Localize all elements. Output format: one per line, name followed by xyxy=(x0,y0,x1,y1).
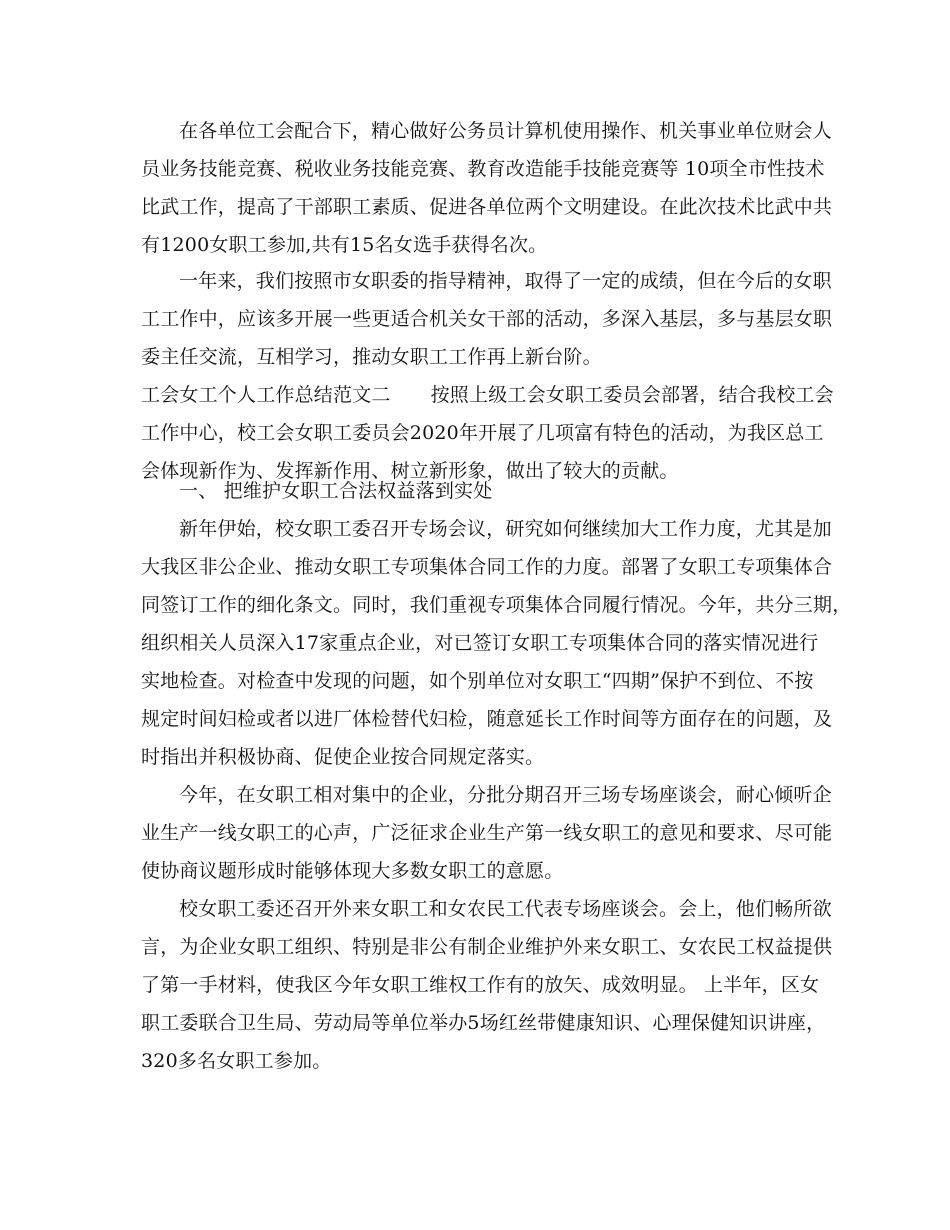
text-line: 校女职工委还召开外来女职工和女农民工代表专场座谈会。会上，他们畅所欲 xyxy=(179,898,832,920)
text-line: 新年伊始，校女职工委召开专场会议，研究如何继续加大工作力度，尤其是加 xyxy=(179,518,832,540)
text-line: 言，为企业女职工组织、特别是非公有制企业维护外来女职工、女农民工权益提供 xyxy=(141,936,833,958)
text-line: 工工作中，应该多开展一些更适合机关女干部的活动，多深入基层，多与基层女职 xyxy=(141,308,833,330)
paragraph-2 xyxy=(141,262,833,376)
text-line: 大我区非公企业、推动女职工专项集体合同工作的力度。部署了女职工专项集体合 xyxy=(141,556,833,578)
text-line: 规定时间妇检或者以进厂体检替代妇检，随意延长工作时间等方面存在的问题，及 xyxy=(141,708,833,730)
text-line: 今年，在女职工相对集中的企业，分批分期召开三场专场座谈会，耐心倾听企 xyxy=(179,784,832,806)
text-line: 组织相关人员深入17家重点企业，对已签订女职工专项集体合同的落实情况进行 xyxy=(141,632,819,654)
paragraph-6 xyxy=(141,776,833,890)
paragraph-5 xyxy=(141,510,852,776)
text-line: 员业务技能竞赛、税收业务技能竞赛、教育改造能手技能竞赛等 10项全市性技术 xyxy=(141,158,825,180)
text-line: 使协商议题形成时能够体现大多数女职工的意愿。 xyxy=(141,860,564,882)
text-line: 业生产一线女职工的心声，广泛征求企业生产第一线女职工的意见和要求、尽可能 xyxy=(141,822,833,844)
text-line: 一年来，我们按照市女职委的指导精神，取得了一定的成绩，但在今后的女职 xyxy=(179,270,832,292)
text-line: 工作中心，校工会女职工委员会2020年开展了几项富有特色的活动，为我区总工 xyxy=(141,422,824,444)
text-line: 会体现新作为、发挥新作用、树立新形象，做出了较大的贡献。 xyxy=(141,460,679,482)
text-line: 实地检查。对检查中发现的问题，如个别单位对女职工“四期”保护不到位、不按 xyxy=(141,670,814,692)
text-line: 时指出并积极协商、促使企业按合同规定落实。 xyxy=(141,746,545,768)
text-line: 有1200女职工参加,共有15名女选手获得名次。 xyxy=(141,234,548,256)
text-line: 比武工作，提高了干部职工素质、促进各单位两个文明建设。在此次技术比武中共 xyxy=(141,196,833,218)
text-line: 在各单位工会配合下，精心做好公务员计算机使用操作、机关事业单位财会人 xyxy=(179,120,832,142)
section-title: 工会女工个人工作总结范文二 xyxy=(141,384,391,406)
text-line: 了第一手材料，使我区今年女职工维权工作有的放矢、成效明显。 上半年，区女 xyxy=(141,974,820,996)
text-line: 委主任交流，互相学习，推动女职工工作再上新台阶。 xyxy=(141,346,602,368)
text-segment: 按照上级工会女职工委员会部署，结合我校工会 xyxy=(430,384,834,406)
text-line xyxy=(141,376,834,414)
text-line: 同签订工作的细化条文。同时，我们重视专项集体合同履行情况。今年，共分三期， xyxy=(141,594,852,616)
paragraph-7 xyxy=(141,890,833,1080)
text-line: 职工委联合卫生局、劳动局等单位举办5场红丝带健康知识、心理保健知识讲座， xyxy=(141,1012,826,1034)
text-line: 320多名女职工参加。 xyxy=(141,1050,332,1072)
section-heading xyxy=(141,472,821,510)
paragraph-1 xyxy=(141,112,833,264)
heading-line: 一、 把维护女职工合法权益落到实处 xyxy=(179,480,493,502)
